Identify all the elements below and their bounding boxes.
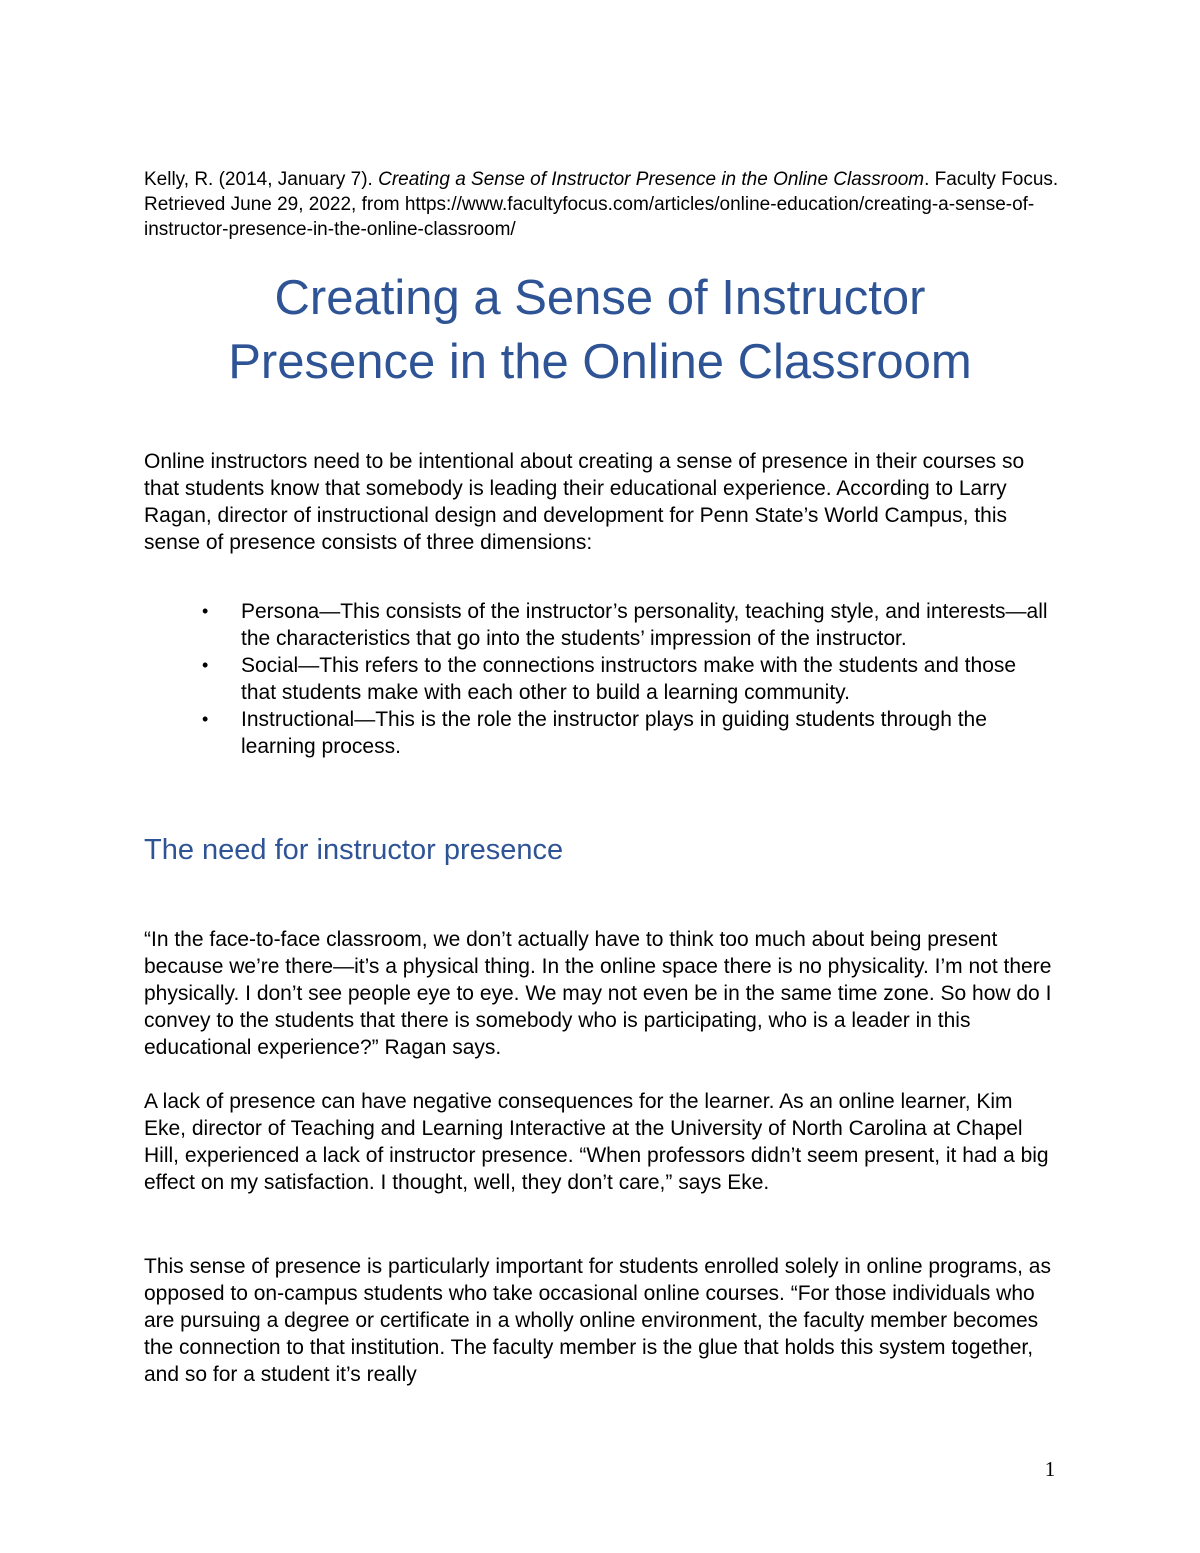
bullet-icon: •: [202, 709, 209, 729]
section-heading: The need for instructor presence: [144, 834, 564, 866]
list-item-text: Instructional—This is the role the instructor plays in guiding students through the learning process.: [241, 708, 987, 758]
citation-tail: . Faculty Focus. Retrieved June 29, 2022, from https://www.facultyfocus.com/articles/online-education/creating-a-sense-of-instructor-presence-in-the-online-classroom/: [144, 169, 1059, 240]
bullet-icon: •: [202, 655, 209, 675]
quote-paragraph: “In the face-to-face classroom, we don’t actually have to think too much about being present because we’re there—it’s a physical thing. In the online space there is no physicality. I’m not there physically. I don’t see people eye to eye. We may not even be in the same time zone. So how do I convey to the students that there is somebody who is participating, who is a leader in this educational experience?” Ragan says.: [144, 928, 1052, 1059]
list-item: [144, 652, 1056, 706]
list-item: [144, 598, 1056, 652]
page-title: [144, 266, 1056, 394]
list-item: [144, 706, 1056, 760]
lack-of-presence-paragraph: A lack of presence can have negative consequences for the learner. As an online learner, Kim Eke, director of Teaching and Learning Interactive at the University of North Carolina at Chapel Hill, experienced a lack of instructor presence. “When professors didn’t seem present, it had a big effect on my satisfaction. I thought, well, they don’t care,” says Eke.: [144, 1090, 1049, 1194]
list-item-text: Persona—This consists of the instructor’s personality, teaching style, and interests—all the characteristics that go into the students’ impression of the instructor.: [241, 600, 1048, 650]
bullet-icon: •: [202, 601, 209, 621]
dimensions-list: [144, 598, 1056, 760]
page-title-line-1: Creating a Sense of Instructor: [274, 271, 926, 325]
importance-paragraph: This sense of presence is particularly important for students enrolled solely in online programs, as opposed to on-campus students who take occasional online courses. “For those individuals who are pursuing a degree or certificate in a wholly online environment, the faculty member becomes the connection to that institution. The faculty member is the glue that holds this system together, and so for a student it’s really: [144, 1255, 1051, 1386]
list-item-text: Social—This refers to the connections instructors make with the students and those that students make with each other to build a learning community.: [241, 654, 1017, 704]
page-title-line-2: Presence in the Online Classroom: [228, 335, 972, 389]
citation-title: Creating a Sense of Instructor Presence in the Online Classroom: [378, 169, 925, 190]
citation: [144, 167, 1064, 242]
citation-lead: Kelly, R. (2014, January 7).: [144, 169, 379, 190]
intro-paragraph: Online instructors need to be intentional about creating a sense of presence in their courses so that students know that somebody is leading their educational experience. According to Larry Ragan, director of instructional design and development for Penn State’s World Campus, this sense of presence consists of three dimensions:: [144, 450, 1025, 554]
page-number: 1: [1044, 1457, 1056, 1481]
